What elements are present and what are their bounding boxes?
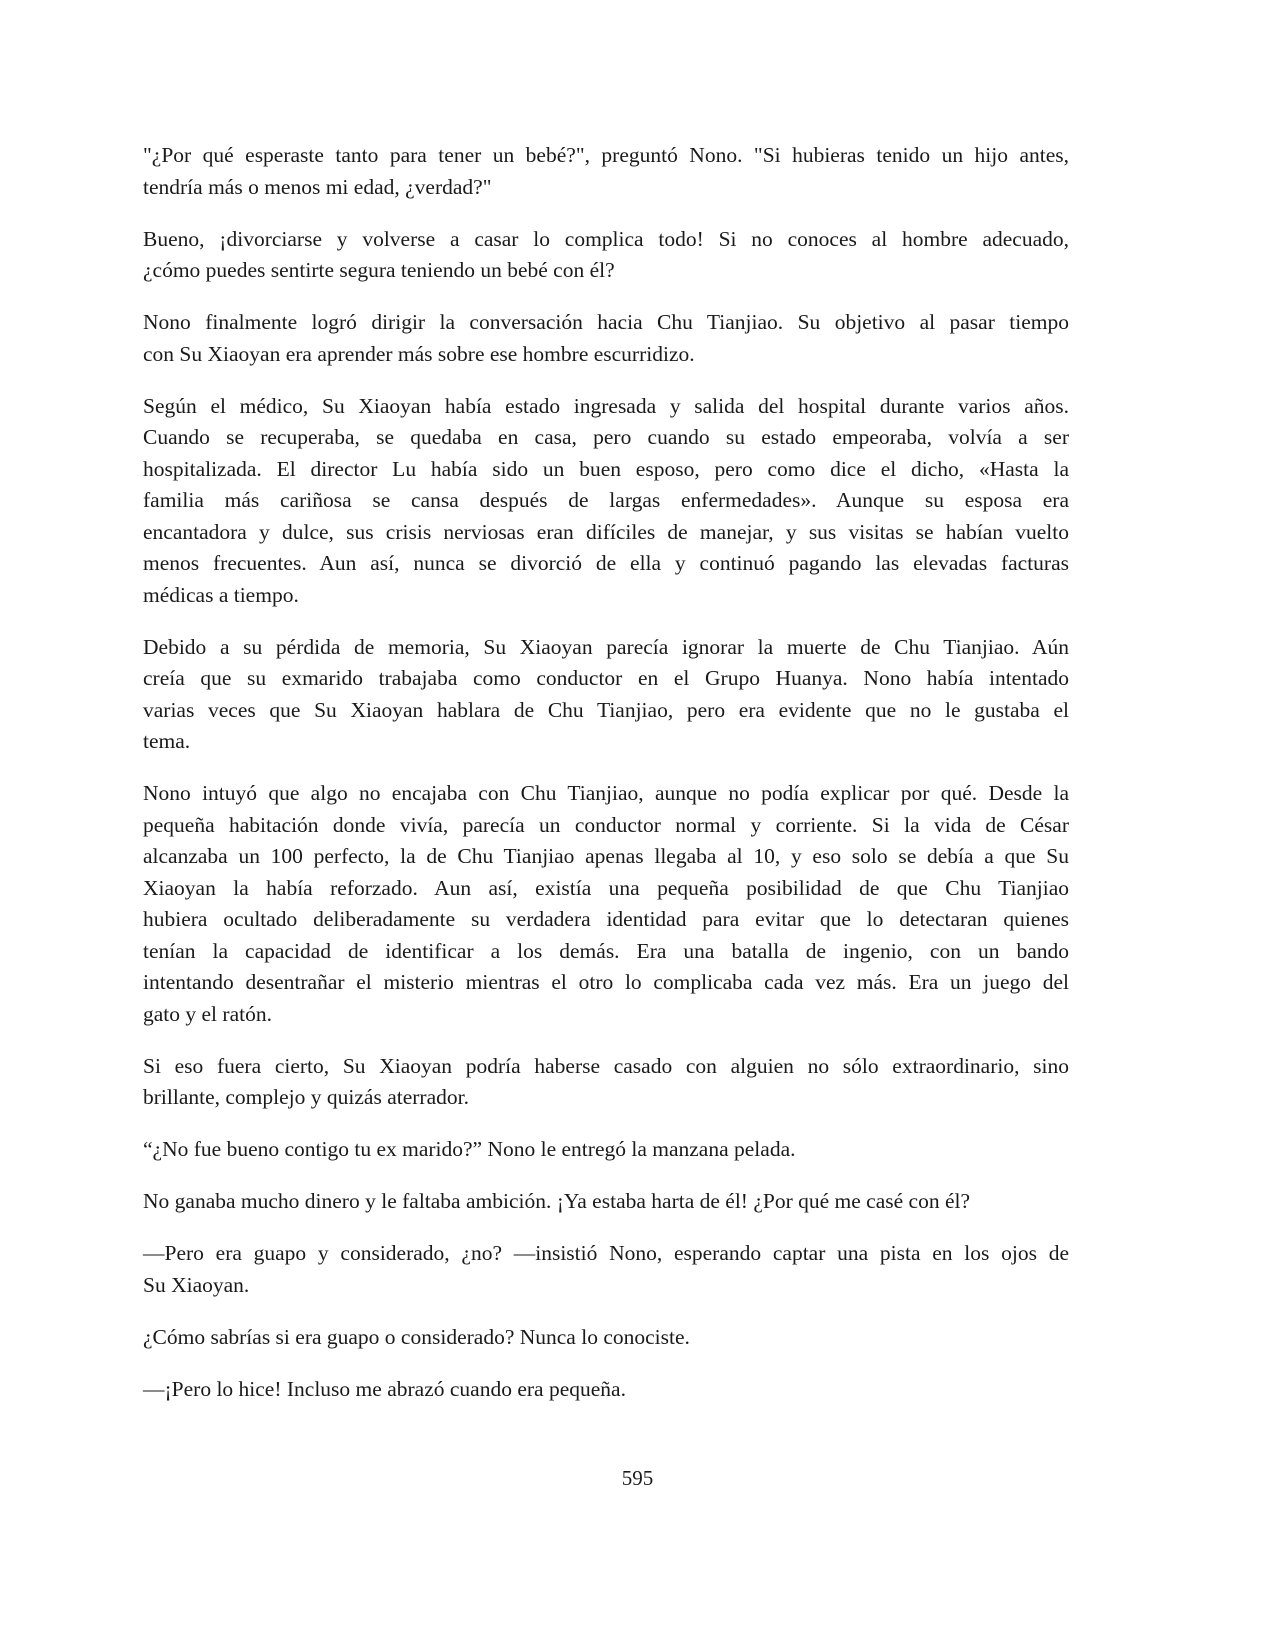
text-line: tenían la capacidad de identificar a los demás. Era una batalla de ingenio, con un bando xyxy=(143,938,1069,963)
paragraph xyxy=(143,778,1069,1030)
text-line: con Su Xiaoyan era aprender más sobre ese hombre escurridizo. xyxy=(143,341,695,366)
text-line: familia más cariñosa se cansa después de largas enfermedades». Aunque su esposa era xyxy=(143,488,1069,512)
text-line: No ganaba mucho dinero y le faltaba ambición. ¡Ya estaba harta de él! ¿Por qué me casé con él? xyxy=(143,1189,971,1213)
paragraph xyxy=(143,140,1069,203)
paragraph xyxy=(143,1051,1069,1114)
text-line: Nono finalmente logró dirigir la conversación hacia Chu Tianjiao. Su objetivo al pasar tiempo xyxy=(143,310,1069,334)
text-line: intentando desentrañar el misterio mientras el otro lo complicaba cada vez más. Era un juego del xyxy=(143,970,1069,994)
paragraph xyxy=(143,632,1069,758)
text-line: menos frecuentes. Aun así, nunca se divorció de ella y continuó pagando las elevadas facturas xyxy=(143,551,1069,575)
text-line: ¿cómo puedes sentirte segura teniendo un bebé con él? xyxy=(143,258,615,282)
text-line: creía que su exmarido trabajaba como conductor en el Grupo Huanya. Nono había intentado xyxy=(143,666,1069,690)
text-line: ¿Cómo sabrías si era guapo o considerado? Nunca lo conociste. xyxy=(143,1324,690,1349)
paragraph xyxy=(143,1186,1069,1218)
paragraph xyxy=(143,224,1069,287)
text-line: Si eso fuera cierto, Su Xiaoyan podría haberse casado con alguien no sólo extraordinario, sino xyxy=(143,1053,1069,1078)
text-line: Bueno, ¡divorciarse y volverse a casar lo complica todo! Si no conoces al hombre adecuado, xyxy=(143,226,1069,251)
text-line: alcanzaba un 100 perfecto, la de Chu Tianjiao apenas llegaba al 10, y eso solo se debía a que Su xyxy=(143,844,1069,868)
text-line: varias veces que Su Xiaoyan hablara de Chu Tianjiao, pero era evidente que no le gustaba el xyxy=(143,697,1069,722)
paragraph xyxy=(143,391,1069,612)
text-line: Cuando se recuperaba, se quedaba en casa, pero cuando su estado empeoraba, volvía a ser xyxy=(143,425,1069,449)
paragraph xyxy=(143,307,1069,370)
paragraph xyxy=(143,1322,1069,1354)
text-line: tendría más o menos mi edad, ¿verdad?" xyxy=(143,174,492,199)
paragraph xyxy=(143,1238,1069,1301)
text-line: Debido a su pérdida de memoria, Su Xiaoyan parecía ignorar la muerte de Chu Tianjiao. Aún xyxy=(143,634,1069,659)
text-line: médicas a tiempo. xyxy=(143,582,299,607)
page-number: 595 xyxy=(621,1466,654,1490)
text-line: encantadora y dulce, sus crisis nerviosas eran difíciles de manejar, y sus visitas se habían vuelto xyxy=(143,519,1069,544)
text-line: Nono intuyó que algo no encajaba con Chu Tianjiao, aunque no podía explicar por qué. Desde la xyxy=(143,781,1069,805)
text-line: gato y el ratón. xyxy=(143,1001,272,1026)
document-body xyxy=(143,140,1069,1426)
text-line: hospitalizada. El director Lu había sido un buen esposo, pero como dice el dicho, «Hasta la xyxy=(143,456,1069,481)
text-line: Su Xiaoyan. xyxy=(143,1272,250,1297)
text-line: hubiera ocultado deliberadamente su verdadera identidad para evitar que lo detectaran quienes xyxy=(143,907,1069,931)
text-line: Xiaoyan la había reforzado. Aun así, existía una pequeña posibilidad de que Chu Tianjiao xyxy=(143,875,1069,900)
text-line: —Pero era guapo y considerado, ¿no? —insistió Nono, esperando captar una pista en los ojos de xyxy=(143,1241,1069,1265)
text-line: brillante, complejo y quizás aterrador. xyxy=(143,1085,469,1109)
text-line: "¿Por qué esperaste tanto para tener un bebé?", preguntó Nono. "Si hubieras tenido un hijo antes, xyxy=(143,143,1069,167)
paragraph xyxy=(143,1134,1069,1166)
text-line: tema. xyxy=(143,729,191,753)
paragraph xyxy=(143,1374,1069,1406)
text-line: —¡Pero lo hice! Incluso me abrazó cuando era pequeña. xyxy=(143,1376,626,1401)
text-line: “¿No fue bueno contigo tu ex marido?” Nono le entregó la manzana pelada. xyxy=(143,1137,796,1161)
text-line: Según el médico, Su Xiaoyan había estado ingresada y salida del hospital durante varios años. xyxy=(143,393,1069,418)
text-line: pequeña habitación donde vivía, parecía un conductor normal y corriente. Si la vida de César xyxy=(143,812,1069,837)
